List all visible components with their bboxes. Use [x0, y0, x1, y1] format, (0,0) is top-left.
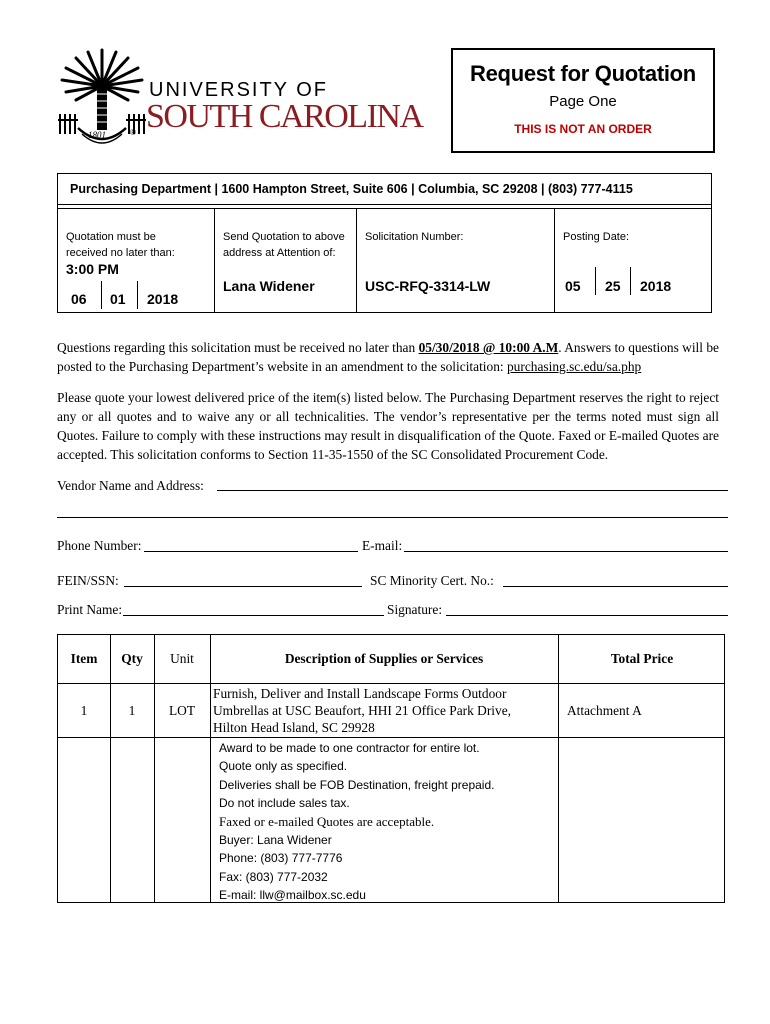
- deadline-day: 01: [110, 291, 126, 307]
- deadline-year: 2018: [147, 291, 179, 307]
- items-table: [57, 634, 725, 903]
- attention-cell: [215, 209, 357, 312]
- note-line: Faxed or e-mailed Quotes are acceptable.: [219, 813, 435, 829]
- phone-number-line[interactable]: [144, 551, 358, 552]
- solicitation-label: Solicitation Number:: [365, 231, 464, 243]
- row-total-price: Attachment A: [567, 703, 642, 718]
- solicitation-website-link[interactable]: purchasing.sc.edu/sa.php: [506, 359, 642, 374]
- deadline-time: 3:00 PM: [66, 261, 119, 277]
- note-line: Deliveries shall be FOB Destination, freight prepaid.: [219, 777, 495, 792]
- signature-label: Signature:: [387, 602, 443, 617]
- minority-cert-label: SC Minority Cert. No.:: [370, 573, 494, 588]
- note-line-phone: Phone: (803) 777-7776: [219, 851, 343, 866]
- vendor-address-line[interactable]: [57, 517, 728, 518]
- deadline-cell: [58, 209, 215, 312]
- note-line-fax: Fax: (803) 777-2032: [219, 869, 328, 884]
- note-line-buyer: Buyer: Lana Widener: [219, 833, 332, 848]
- posting-date-cell: [555, 209, 711, 312]
- university-logo: [58, 46, 438, 151]
- posting-day: 25: [605, 278, 621, 294]
- signature-line[interactable]: [446, 615, 728, 616]
- phone-number-label: Phone Number:: [57, 538, 142, 553]
- solicitation-number: USC-RFQ-3314-LW: [365, 278, 491, 294]
- instructions-paragraph: Please quote your lowest delivered price of the item(s) listed below. The Purchasing Department reserves the right to reject any or all quotes and to waive any or all technicalities. The vendor’s representative per the terms noted must sign all Quotes. Failure to comply with these instructions may result in disqualification of the Quote. Faxed or E-mailed Quotes are accepted. This solicitation conforms to Section 11-35-1550 of the SC Consolidated Procurement Code.: [57, 390, 719, 462]
- attention-label: Send Quotation to above address at Attention of:: [223, 231, 345, 259]
- print-name-label: Print Name:: [57, 602, 123, 617]
- minority-cert-line[interactable]: [503, 586, 728, 587]
- column-header-item: Item: [70, 651, 98, 666]
- column-header-unit: Unit: [170, 651, 194, 666]
- row-quantity: 1: [128, 703, 136, 718]
- questions-paragraph: Questions regarding this solicitation must be received no later than 05/30/2018 @ 10:00 A.M. Answers to questions will be posted to the Purchasing Department’s website in an amendment to the solicitation: purchasing.sc.edu/sa.php: [57, 340, 719, 374]
- column-header-description: Description of Supplies or Services: [284, 651, 484, 666]
- column-header-qty: Qty: [121, 651, 143, 666]
- logo-university-of: UNIVERSITY OF: [149, 79, 328, 101]
- rfq-title-box: [451, 48, 715, 153]
- email-line[interactable]: [404, 551, 728, 552]
- row-description: Furnish, Deliver and Install Landscape Forms Outdoor Umbrellas at USC Beaufort, HHI 21 Office Park Drive, Hilton Head Island, SC 29928: [213, 686, 511, 735]
- attention-value: Lana Widener: [223, 278, 315, 294]
- note-line: Award to be made to one contractor for entire lot.: [219, 741, 480, 755]
- logo-south-carolina: SOUTH CAROLINA: [146, 98, 423, 135]
- registered-mark: ®: [130, 128, 136, 137]
- rfq-title: Request for Quotation: [470, 61, 696, 86]
- fein-ssn-label: FEIN/SSN:: [57, 573, 119, 588]
- terms-notes: [219, 739, 494, 905]
- column-header-total-price: Total Price: [610, 651, 674, 666]
- print-name-line[interactable]: [123, 615, 384, 616]
- deadline-label: Quotation must be received no later than:: [66, 231, 175, 259]
- logo-year: 1801: [88, 130, 106, 140]
- rfq-page-label: Page One: [549, 93, 617, 110]
- vendor-name-label: Vendor Name and Address:: [57, 478, 204, 493]
- posting-month: 05: [565, 278, 581, 294]
- deadline-month: 06: [71, 291, 87, 307]
- posting-date-label: Posting Date:: [563, 231, 630, 243]
- note-line: Quote only as specified.: [219, 759, 348, 774]
- not-an-order-notice: THIS IS NOT AN ORDER: [514, 122, 652, 136]
- posting-year: 2018: [640, 278, 672, 294]
- fein-ssn-line[interactable]: [124, 586, 362, 587]
- row-item-number: 1: [80, 703, 88, 718]
- solicitation-cell: [357, 209, 555, 312]
- purchasing-address-line: Purchasing Department | 1600 Hampton Street, Suite 606 | Columbia, SC 29208 | (803) 777-4115: [58, 174, 711, 205]
- note-line: Do not include sales tax.: [219, 796, 350, 811]
- questions-deadline: 05/30/2018 @ 10:00 A.M: [418, 340, 559, 355]
- row-unit: LOT: [168, 703, 196, 718]
- note-line-email: E-mail: llw@mailbox.sc.edu: [219, 888, 366, 903]
- solicitation-header: [57, 173, 712, 313]
- email-label: E-mail:: [362, 538, 403, 553]
- vendor-name-line[interactable]: [217, 490, 728, 491]
